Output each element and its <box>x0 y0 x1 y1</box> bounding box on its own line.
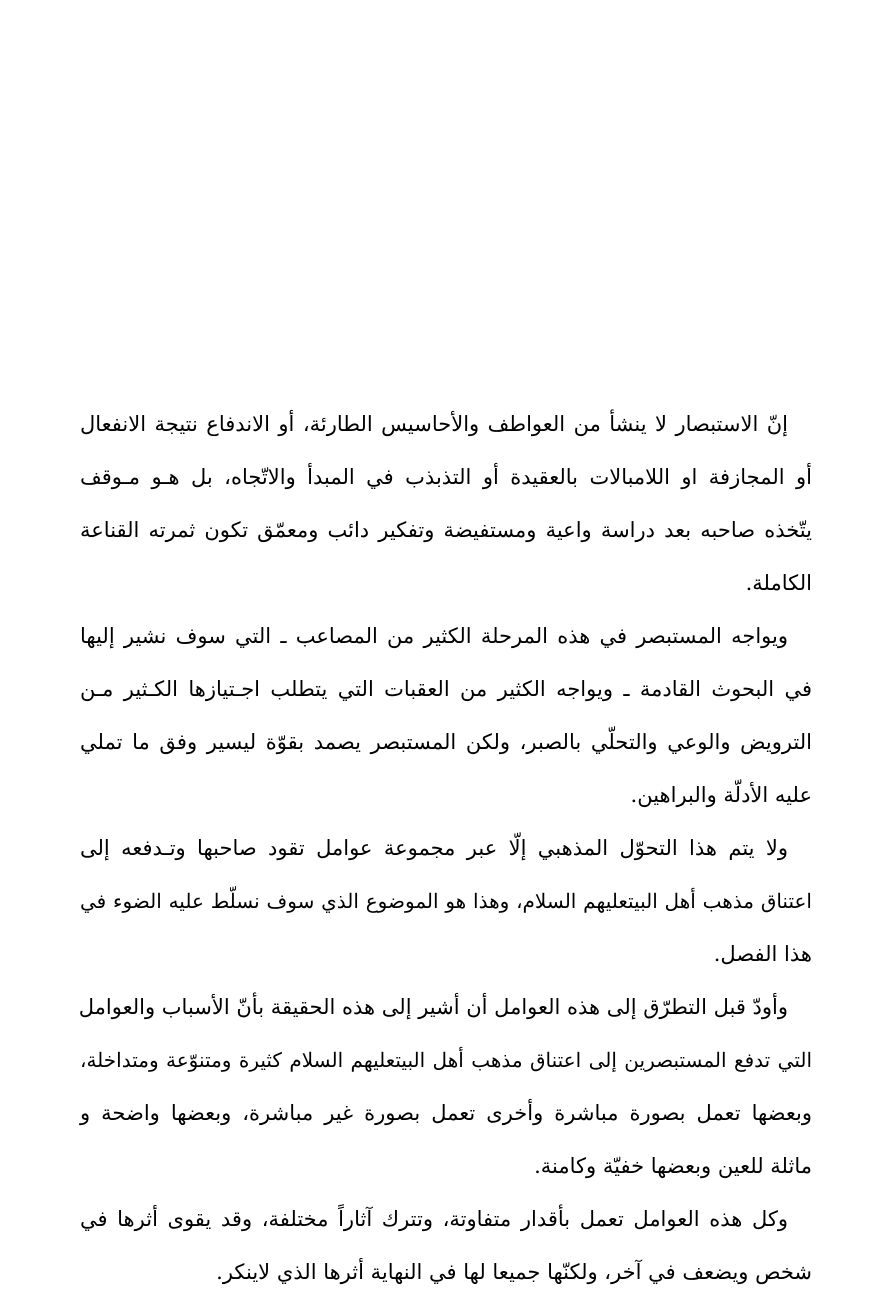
text-line: ولا يتم هذا التحوّل المذهبي إلّا عبر مجموعة عوامل تقود صاحبها وتـدفعه إلى <box>80 836 788 860</box>
text-line: وكل هذه العوامل تعمل بأقدار متفاوتة، وتترك آثاراً مختلفة، وقد يقوى أثرها في <box>80 1207 788 1231</box>
paragraph-4 <box>80 981 812 1193</box>
paragraph-1 <box>80 398 812 610</box>
text-line: الترويض والوعي والتحلّي بالصبر، ولكن المستبصر يصمد بقوّة ليسير وفق ما تملي <box>80 730 812 754</box>
paragraph-3 <box>80 822 812 981</box>
text-line: إنّ الاستبصار لا ينشأ من العواطف والأحاسيس الطارئة، أو الاندفاع نتيجة الانفعال <box>80 412 788 436</box>
text-line: وبعضها تعمل بصورة مباشرة وأخرى تعمل بصورة غير مباشرة، وبعضها واضحة و <box>80 1101 812 1125</box>
text-line: الكاملة. <box>745 571 812 595</box>
text-line: التي تدفع المستبصرين إلى اعتناق مذهب أهل البيتعليهم السلام كثيرة ومتنوّعة ومتداخلة، <box>80 1048 813 1072</box>
text-line: اعتناق مذهب أهل البيتعليهم السلام، وهذا هو الموضوع الذي سوف نسلّط عليه الضوء في <box>80 889 812 913</box>
text-line: يتّخذه صاحبه بعد دراسة واعية ومستفيضة وتفكير دائب ومعمّق تكون ثمرته القناعة <box>80 518 812 542</box>
text-line: هذا الفصل. <box>713 942 812 966</box>
paragraph-5 <box>80 1193 812 1299</box>
text-line: في البحوث القادمة ـ ويواجه الكثير من العقبات التي يتطلب اجـتيازها الكـثير مـن <box>80 677 812 701</box>
text-line: شخص ويضعف في آخر، ولكنّها جميعا لها في النهاية أثرها الذي لاينكر. <box>216 1260 812 1284</box>
body-text <box>80 398 812 1299</box>
text-line: ويواجه المستبصر في هذه المرحلة الكثير من المصاعب ـ التي سوف نشير إليها <box>80 624 788 648</box>
text-line: أو المجازفة او اللامبالات بالعقيدة أو التذبذب في المبدأ والاتّجاه، بل هـو مـوقف <box>80 465 812 489</box>
text-line: وأودّ قبل التطرّق إلى هذه العوامل أن أشير إلى هذه الحقيقة بأنّ الأسباب والعوامل <box>78 995 788 1019</box>
paragraph-2 <box>80 610 812 822</box>
text-line: عليه الأدلّة والبراهين. <box>630 783 812 807</box>
text-line: ماثلة للعين وبعضها خفيّة وكامنة. <box>534 1154 812 1178</box>
